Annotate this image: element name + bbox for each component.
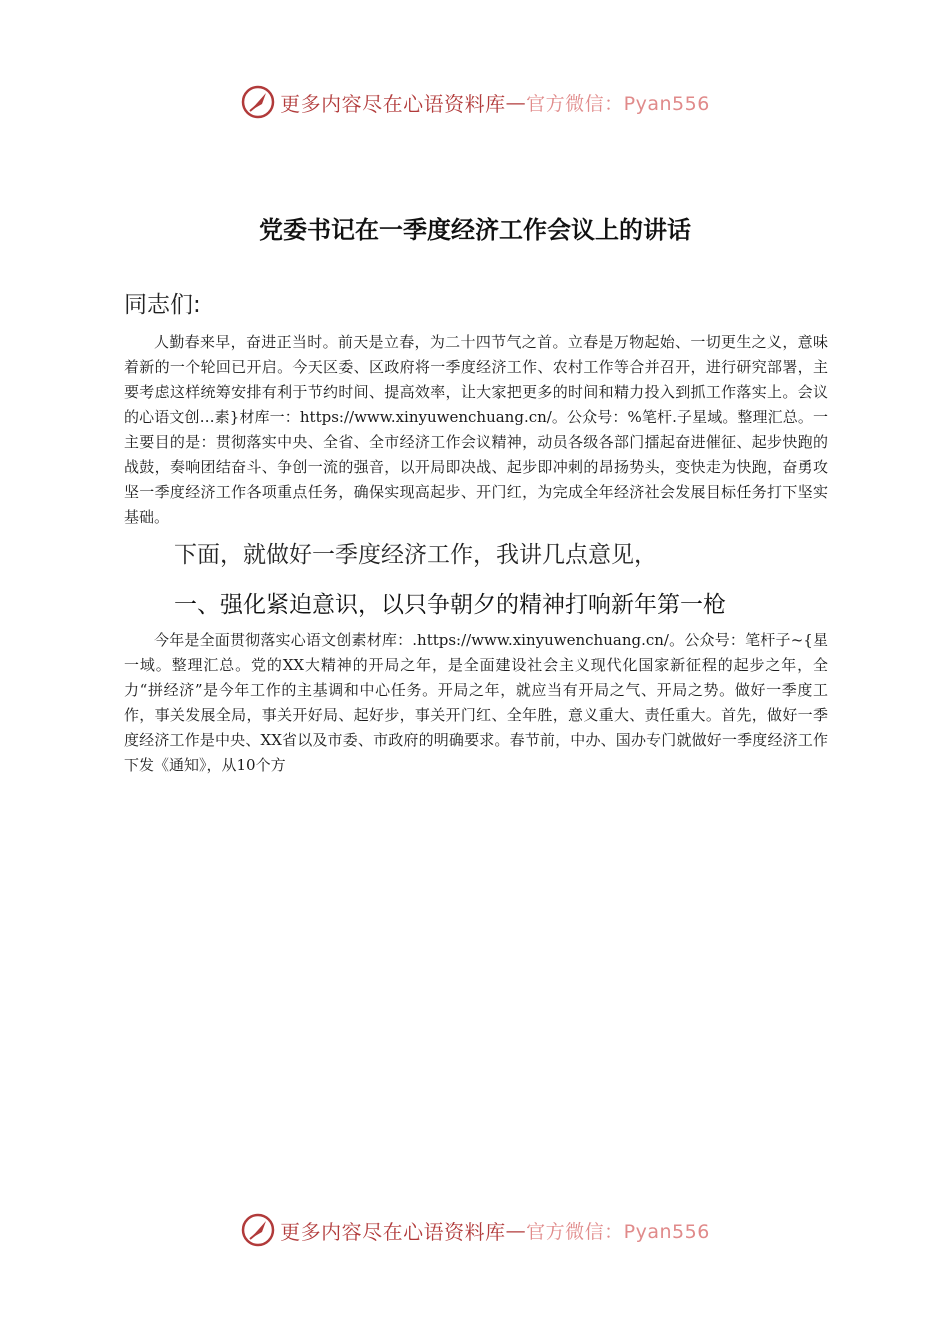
banner-text: 更多内容尽在心语资料库 (280, 91, 506, 116)
greeting: 同志们: (124, 292, 201, 318)
header-banner (0, 82, 950, 122)
banner-dash: — (505, 90, 527, 114)
document-title: 党委书记在一季度经济工作会议上的讲话 (259, 215, 691, 244)
banner-wechat: 官方微信：Pyan556 (526, 92, 710, 115)
banner-wechat: 官方微信：Pyan556 (526, 1220, 710, 1243)
quill-logo-icon (240, 84, 276, 120)
banner-dash: — (505, 1218, 527, 1242)
banner-text: 更多内容尽在心语资料库 (280, 1219, 506, 1244)
quill-logo-icon (240, 1212, 276, 1248)
paragraph-section-1: 今年是全面贯彻落实心语文创素材库：.https://www.xinyuwenchuang.cn/。公众号：笔杆子~{星一域。整理汇总。党的XX大精神的开局之年，是全面建设社会主义现代化国家新征程的起步之年，全力“拼经济”是今年工作的主基调和中心任务。开局之年，就应当有开局之气、开局之势。做好一季度工作，事关发展全局，事关开好局、起好步，事关开门红、全年胜，意义重大、责任重大。首先，做好一季度经济工作是中央、XX省以及市委、市政府的明确要求。春节前，中办、国办专门就做好一季度经济工作下发《通知》，从10个方 (124, 631, 828, 774)
footer-banner (0, 1210, 950, 1250)
lead-sentence: 下面，就做好一季度经济工作，我讲几点意见， (174, 542, 657, 568)
section-heading-1: 一、强化紧迫意识，以只争朝夕的精神打响新年第一枪 (174, 592, 726, 618)
paragraph-intro: 人勤春来早，奋进正当时。前天是立春，为二十四节气之首。立春是万物起始、一切更生之义，意味着新的一个轮回已开启。今天区委、区政府将一季度经济工作、农村工作等合并召开，进行研究部署，主要考虑这样统筹安排有利于节约时间、提高效率，让大家把更多的时间和精力投入到抓工作落实上。会议的心语文创…素}材库一：https://www.xinyuwenchuang.cn/。公众号：%笔杆.子星域。整理汇总。一主要目的是：贯彻落实中央、全省、全市经济工作会议精神，动员各级各部门擂起奋进催征、起步快跑的战鼓，奏响团结奋斗、争创一流的强音，以开局即决战、起步即冲刺的昂扬势头，变快走为快跑，奋勇攻坚一季度经济工作各项重点任务，确保实现高起步、开门红，为完成全年经济社会发展目标任务打下坚实基础。 (124, 333, 828, 526)
